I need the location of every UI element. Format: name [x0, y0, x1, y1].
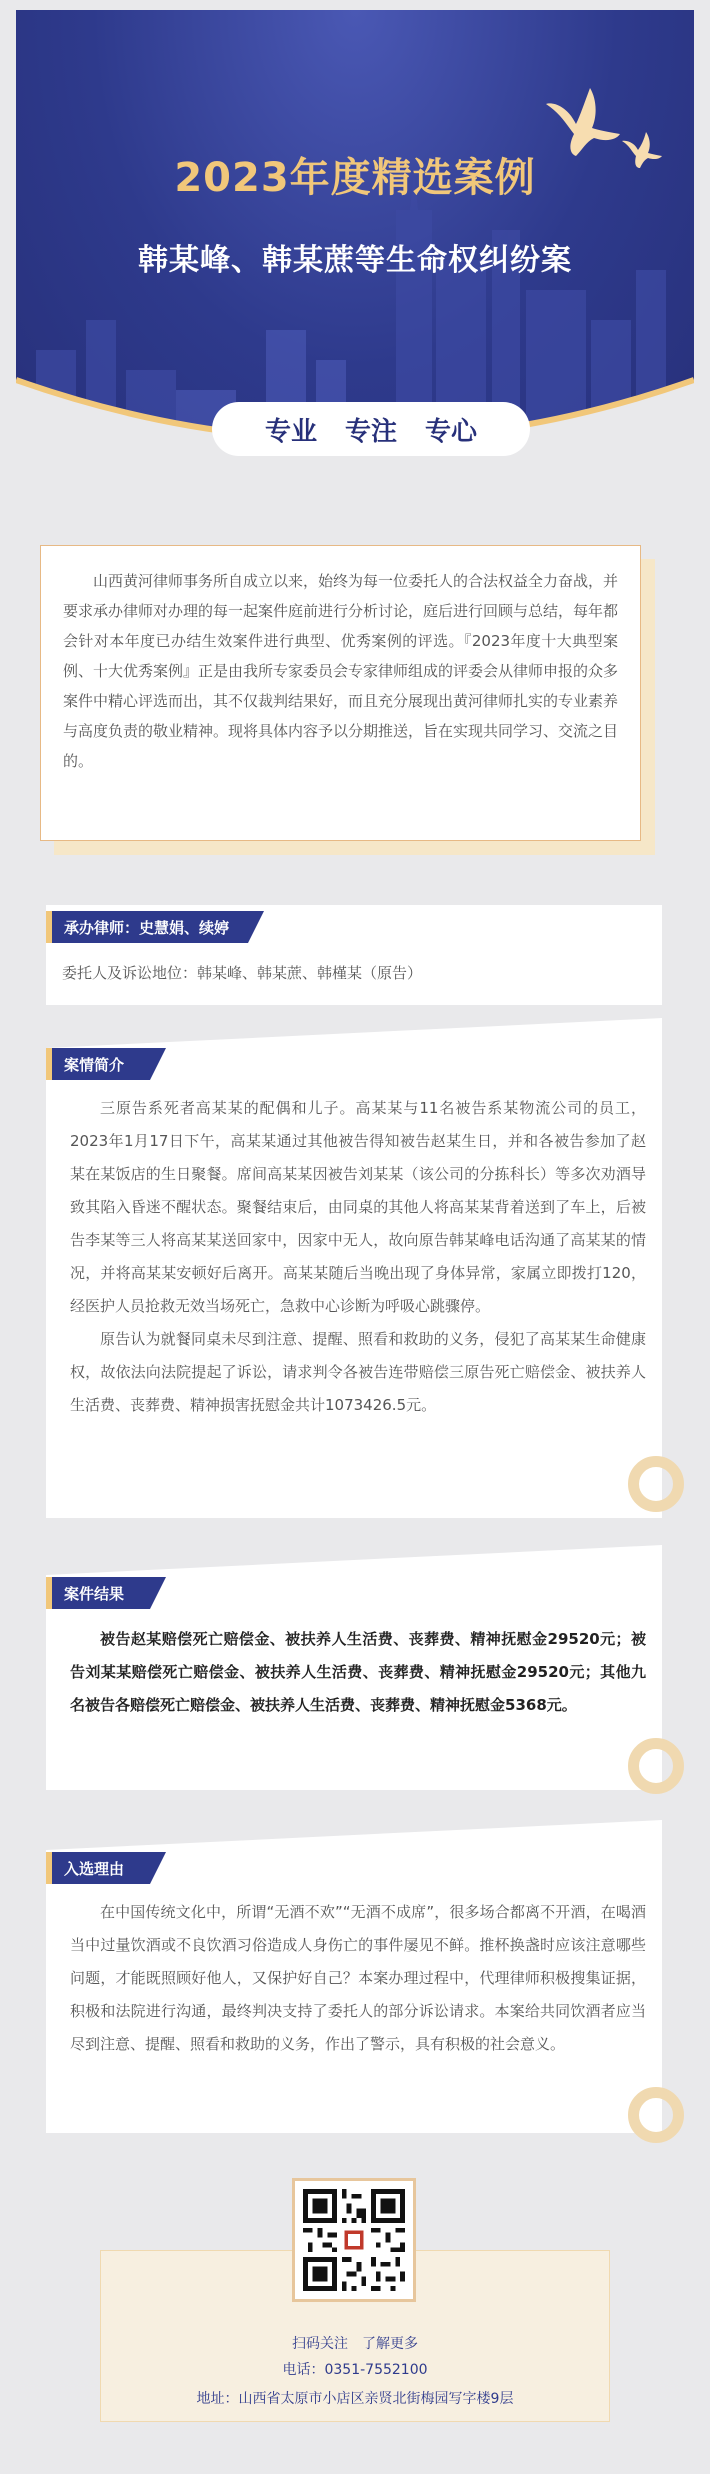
slogan-word: 专心 — [425, 416, 478, 447]
slogan-word: 专注 — [344, 416, 397, 447]
section-label — [46, 1577, 150, 1609]
hero-banner — [16, 10, 694, 470]
hero-title: 2023年度精选案例 — [174, 155, 536, 201]
case-summary-paragraph: 原告认为就餐同桌未尽到注意、提醒、照看和救助的义务，侵犯了高某某生命健康权，故依法向法院提起了诉讼，请求判令各被告连带赔偿三原告死亡赔偿金、被扶养人生活费、丧葬费、精神损害抚慰金共计1073426.5元。 — [70, 1330, 646, 1414]
section-label-text: 案情简介 — [64, 1055, 125, 1074]
section-label — [46, 1048, 150, 1080]
section-label — [46, 1852, 150, 1884]
qr-code-icon — [303, 2189, 405, 2291]
hero-subtitle: 韩某峰、韩某蔗等生命权纠纷案 — [138, 243, 572, 278]
case-summary-paragraph: 三原告系死者高某某的配偶和儿子。高某某与11名被告系某物流公司的员工，2023年1月17日下午，高某某通过其他被告得知被告赵某生日，并和各被告参加了赵某在某饭店的生日聚餐。席间高某某因被告刘某某（该公司的分拣科长）等多次劝酒导致其陷入昏迷不醒状态。聚餐结束后，由同桌的其他人将高某某背着送到了车上，后被告李某等三人将高某某送回家中，因家中无人，故向原告韩某峰电话沟通了高某某的情况，并将高某某安顿好后离开。高某某随后当晚出现了身体异常，家属立即拨打120，经医护人员抢救无效当场死亡，急救中心诊断为呼吸心跳骤停。 — [70, 1099, 646, 1315]
selection-reason-section — [46, 1850, 662, 2133]
section-label-text: 案件结果 — [64, 1584, 125, 1603]
case-result-text: 被告赵某赔偿死亡赔偿金、被扶养人生活费、丧葬费、精神抚慰金29520元；被告刘某某赔偿死亡赔偿金、被扶养人生活费、丧葬费、精神抚慰金29520元；其他九名被告各赔偿死亡赔偿金、被扶养人生活费、丧葬费、精神抚慰金5368元。 — [70, 1630, 646, 1714]
intro-card — [40, 545, 655, 855]
decorative-ring — [628, 2087, 684, 2143]
footer-scan-text: 扫码关注 了解更多 — [292, 2336, 418, 2352]
section-label-text: 入选理由 — [64, 1859, 125, 1878]
qr-code[interactable] — [292, 2178, 416, 2302]
footer-phone: 电话：0351-7552100 — [282, 2362, 428, 2378]
footer-address: 地址：山西省太原市小店区亲贤北街梅园写字楼9层 — [196, 2391, 514, 2407]
case-result-section — [46, 1575, 662, 1790]
intro-text: 山西黄河律师事务所自成立以来，始终为每一位委托人的合法权益全力奋战，并要求承办律师对办理的每一起案件庭前进行分析讨论，庭后进行回顾与总结，每年都会针对本年度已办结生效案件进行典型、优秀案例的评选。『2023年度十大典型案例、十大优秀案例』正是由我所专家委员会专家律师组成的评委会从律师申报的众多案件中精心评选而出，其不仅裁判结果好，而且充分展现出黄河律师扎实的专业素养与高度负责的敬业精神。现将具体内容予以分期推送，旨在实现共同学习、交流之目的。 — [63, 572, 619, 770]
section-label-text: 承办律师：史慧娟、续婷 — [64, 918, 230, 937]
client-info-text: 委托人及诉讼地位：韩某峰、韩某蔗、韩槿某（原告） — [62, 964, 423, 982]
intro-card-body — [40, 545, 641, 841]
selection-reason-text: 在中国传统文化中，所谓“无酒不欢”“无酒不成席”，很多场合都离不开酒，在喝酒当中过量饮酒或不良饮酒习俗造成人身伤亡的事件屡见不鲜。推杯换盏时应该注意哪些问题，才能既照顾好他人，又保护好自己？本案办理过程中，代理律师积极搜集证据，积极和法院进行沟通，最终判决支持了委托人的部分诉讼请求。本案给共同饮酒者应当尽到注意、提醒、照看和救助的义务，作出了警示，具有积极的社会意义。 — [70, 1903, 646, 2053]
slogan-word: 专业 — [264, 416, 317, 447]
lawyer-section — [46, 905, 662, 1005]
decorative-ring — [628, 1738, 684, 1794]
case-summary-section — [46, 1048, 662, 1518]
slogan-pill — [212, 402, 530, 456]
decorative-ring — [628, 1456, 684, 1512]
section-label — [46, 911, 248, 943]
